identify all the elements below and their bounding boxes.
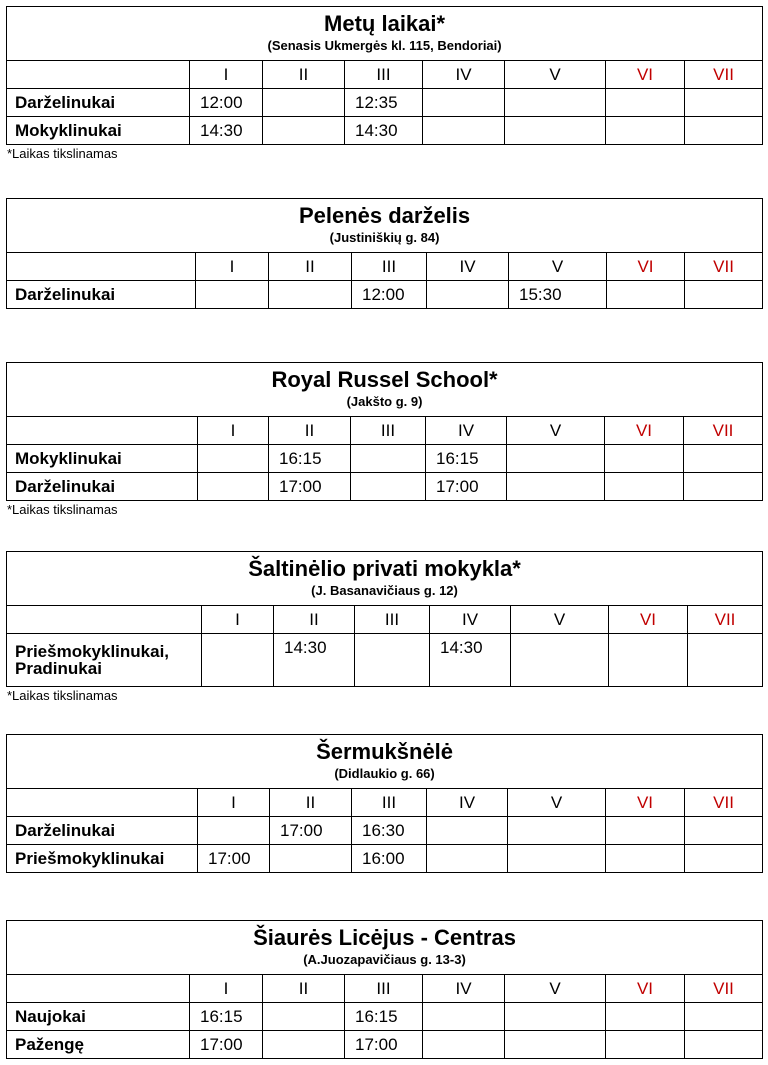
venue-address: (Senasis Ukmergės kl. 115, Bendoriai) — [267, 38, 502, 53]
time-cell — [607, 281, 685, 309]
table-header — [7, 199, 763, 253]
time-cell — [684, 473, 763, 501]
day-header: VI — [605, 417, 684, 445]
time-cell: 15:30 — [509, 281, 607, 309]
day-header: III — [345, 975, 423, 1003]
day-header: II — [270, 789, 352, 817]
time-cell — [505, 117, 606, 145]
time-cell — [508, 817, 606, 845]
venue-title: Metų laikai* — [324, 11, 446, 36]
time-cell — [263, 1031, 345, 1059]
time-cell: 16:15 — [426, 445, 507, 473]
time-cell — [508, 845, 606, 873]
day-header: IV — [427, 253, 509, 281]
group-label: Darželinukai — [7, 89, 190, 117]
day-header: V — [505, 975, 606, 1003]
time-cell — [606, 845, 685, 873]
time-cell: 12:00 — [190, 89, 263, 117]
time-cell: 17:00 — [270, 817, 352, 845]
empty-corner-cell — [7, 606, 202, 634]
day-header: IV — [430, 606, 511, 634]
time-cell — [605, 445, 684, 473]
day-header: III — [351, 417, 426, 445]
group-label: Darželinukai — [7, 817, 198, 845]
group-label-line: Pradinukai — [15, 659, 102, 678]
time-cell — [685, 117, 763, 145]
day-header: VII — [685, 789, 763, 817]
time-cell — [606, 817, 685, 845]
empty-corner-cell — [7, 789, 198, 817]
time-cell — [606, 1003, 685, 1031]
time-cell — [685, 1003, 763, 1031]
day-header: V — [505, 61, 606, 89]
schedule-block — [6, 6, 762, 163]
time-cell — [423, 1003, 505, 1031]
time-cell — [198, 473, 269, 501]
schedule-table — [6, 551, 763, 687]
group-label: Priešmokyklinukai — [7, 845, 198, 873]
time-cell: 12:35 — [345, 89, 423, 117]
time-cell — [507, 473, 605, 501]
time-cell: 12:00 — [352, 281, 427, 309]
time-cell — [606, 1031, 685, 1059]
group-label: Darželinukai — [7, 281, 196, 309]
time-cell — [427, 845, 508, 873]
day-header: VII — [685, 975, 763, 1003]
schedule-block — [6, 920, 762, 1059]
time-cell — [269, 281, 352, 309]
venue-address: (Didlaukio g. 66) — [334, 766, 435, 781]
day-header: II — [269, 253, 352, 281]
time-cell — [198, 817, 270, 845]
schedule-block — [6, 734, 762, 873]
venue-title: Šiaurės Licėjus - Centras — [253, 925, 516, 950]
empty-corner-cell — [7, 253, 196, 281]
time-cell: 17:00 — [198, 845, 270, 873]
day-header: VII — [688, 606, 763, 634]
day-header: I — [196, 253, 269, 281]
day-header: VII — [685, 61, 763, 89]
schedule-table — [6, 920, 763, 1059]
day-header: I — [198, 789, 270, 817]
time-cell — [609, 634, 688, 687]
day-header: VI — [606, 61, 685, 89]
time-cell — [685, 89, 763, 117]
group-label: Darželinukai — [7, 473, 198, 501]
time-cell — [423, 117, 505, 145]
time-cell — [355, 634, 430, 687]
time-cell — [423, 89, 505, 117]
day-header: III — [352, 253, 427, 281]
table-row — [7, 634, 763, 687]
time-cell — [351, 445, 426, 473]
time-cell — [263, 117, 345, 145]
time-cell — [427, 281, 509, 309]
table-row — [7, 817, 763, 845]
table-header — [7, 735, 763, 789]
time-cell: 16:15 — [345, 1003, 423, 1031]
time-cell — [263, 1003, 345, 1031]
time-cell — [351, 473, 426, 501]
day-header: VI — [606, 975, 685, 1003]
day-header: I — [198, 417, 269, 445]
time-cell — [202, 634, 274, 687]
day-header: IV — [427, 789, 508, 817]
time-cell — [685, 281, 763, 309]
table-header — [7, 921, 763, 975]
table-row — [7, 281, 763, 309]
time-cell: 16:00 — [352, 845, 427, 873]
schedule-block — [6, 551, 762, 705]
time-cell — [198, 445, 269, 473]
group-label: Naujokai — [7, 1003, 190, 1031]
time-cell — [505, 1003, 606, 1031]
table-row — [7, 1031, 763, 1059]
table-row — [7, 845, 763, 873]
time-cell — [685, 1031, 763, 1059]
day-header: I — [202, 606, 274, 634]
time-cell: 16:30 — [352, 817, 427, 845]
time-cell: 17:00 — [269, 473, 351, 501]
table-row — [7, 1003, 763, 1031]
day-header: VII — [684, 417, 763, 445]
group-label: Mokyklinukai — [7, 445, 198, 473]
day-header: II — [263, 61, 345, 89]
day-header: II — [269, 417, 351, 445]
venue-address: (J. Basanavičiaus g. 12) — [311, 583, 458, 598]
table-header — [7, 7, 763, 61]
day-header: V — [511, 606, 609, 634]
group-label — [7, 634, 202, 687]
group-label: Mokyklinukai — [7, 117, 190, 145]
day-header: III — [355, 606, 430, 634]
day-header: I — [190, 975, 263, 1003]
day-header: III — [345, 61, 423, 89]
time-cell — [685, 845, 763, 873]
time-cell — [423, 1031, 505, 1059]
table-header — [7, 552, 763, 606]
time-cell: 14:30 — [274, 634, 355, 687]
empty-corner-cell — [7, 417, 198, 445]
time-cell: 17:00 — [345, 1031, 423, 1059]
time-cell — [263, 89, 345, 117]
footnote: *Laikas tikslinamas — [7, 146, 118, 161]
day-header: I — [190, 61, 263, 89]
venue-title: Pelenės darželis — [298, 203, 471, 228]
time-cell: 16:15 — [190, 1003, 263, 1031]
time-cell — [505, 89, 606, 117]
venue-address: (A.Juozapavičiaus g. 13-3) — [303, 952, 466, 967]
schedule-block — [6, 362, 762, 519]
time-cell — [511, 634, 609, 687]
time-cell — [196, 281, 269, 309]
time-cell — [270, 845, 352, 873]
empty-corner-cell — [7, 975, 190, 1003]
table-header — [7, 363, 763, 417]
time-cell — [606, 117, 685, 145]
day-header: V — [508, 789, 606, 817]
schedule-table — [6, 734, 763, 873]
day-header: II — [263, 975, 345, 1003]
venue-address: (Jakšto g. 9) — [346, 394, 423, 409]
schedule-block — [6, 198, 762, 309]
schedule-table — [6, 362, 763, 501]
day-header: IV — [423, 975, 505, 1003]
table-row — [7, 445, 763, 473]
day-header: II — [274, 606, 355, 634]
group-label-line: Priešmokyklinukai, — [15, 642, 170, 661]
day-header: III — [352, 789, 427, 817]
time-cell — [606, 89, 685, 117]
time-cell — [684, 445, 763, 473]
day-header: IV — [426, 417, 507, 445]
time-cell — [688, 634, 763, 687]
day-header: V — [507, 417, 605, 445]
venue-title: Šermukšnėlė — [316, 739, 454, 764]
time-cell: 17:00 — [426, 473, 507, 501]
footnote: *Laikas tikslinamas — [7, 688, 118, 703]
schedule-table — [6, 198, 763, 309]
table-row — [7, 473, 763, 501]
schedule-table — [6, 6, 763, 145]
day-header: VI — [606, 789, 685, 817]
day-header: VI — [609, 606, 688, 634]
time-cell — [507, 445, 605, 473]
time-cell — [685, 817, 763, 845]
footnote: *Laikas tikslinamas — [7, 502, 118, 517]
empty-corner-cell — [7, 61, 190, 89]
day-header: V — [509, 253, 607, 281]
table-row — [7, 117, 763, 145]
time-cell — [505, 1031, 606, 1059]
day-header: VI — [607, 253, 685, 281]
time-cell — [605, 473, 684, 501]
group-label: Pažengę — [7, 1031, 190, 1059]
day-header: IV — [423, 61, 505, 89]
time-cell: 16:15 — [269, 445, 351, 473]
time-cell: 14:30 — [190, 117, 263, 145]
table-row — [7, 89, 763, 117]
time-cell — [427, 817, 508, 845]
day-header: VII — [685, 253, 763, 281]
time-cell: 17:00 — [190, 1031, 263, 1059]
venue-address: (Justiniškių g. 84) — [329, 230, 440, 245]
venue-title: Royal Russel School* — [271, 367, 498, 392]
venue-title: Šaltinėlio privati mokykla* — [248, 556, 521, 581]
time-cell: 14:30 — [430, 634, 511, 687]
time-cell: 14:30 — [345, 117, 423, 145]
